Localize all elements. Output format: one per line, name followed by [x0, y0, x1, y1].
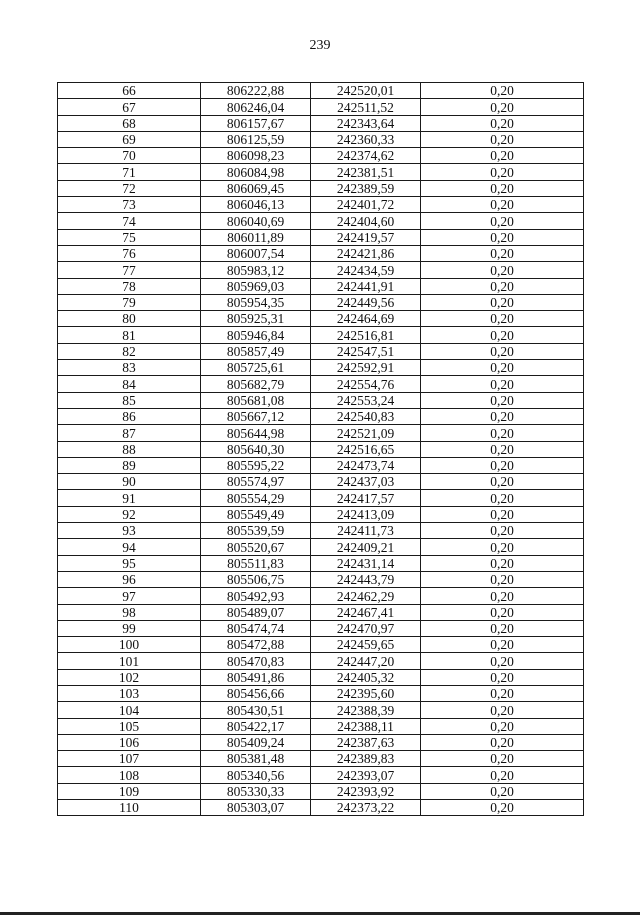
point-number-cell: 93: [58, 523, 201, 539]
point-number-cell: 68: [58, 115, 201, 131]
table-row: [58, 441, 584, 457]
point-number-cell: 106: [58, 734, 201, 750]
accuracy-cell: 0,20: [421, 702, 584, 718]
x-coordinate-cell: 805422,17: [201, 718, 311, 734]
table-row: [58, 653, 584, 669]
table-row: [58, 588, 584, 604]
table-row: [58, 278, 584, 294]
x-coordinate-cell: 805511,83: [201, 555, 311, 571]
point-number-cell: 67: [58, 99, 201, 115]
table-row: [58, 783, 584, 799]
x-coordinate-cell: 805456,66: [201, 685, 311, 701]
y-coordinate-cell: 242437,03: [311, 474, 421, 490]
y-coordinate-cell: 242449,56: [311, 294, 421, 310]
table-row: [58, 213, 584, 229]
point-number-cell: 66: [58, 83, 201, 99]
x-coordinate-cell: 806040,69: [201, 213, 311, 229]
table-row: [58, 457, 584, 473]
accuracy-cell: 0,20: [421, 115, 584, 131]
table-row: [58, 751, 584, 767]
accuracy-cell: 0,20: [421, 767, 584, 783]
y-coordinate-cell: 242441,91: [311, 278, 421, 294]
accuracy-cell: 0,20: [421, 131, 584, 147]
point-number-cell: 77: [58, 262, 201, 278]
accuracy-cell: 0,20: [421, 392, 584, 408]
y-coordinate-cell: 242459,65: [311, 637, 421, 653]
accuracy-cell: 0,20: [421, 262, 584, 278]
accuracy-cell: 0,20: [421, 685, 584, 701]
accuracy-cell: 0,20: [421, 474, 584, 490]
y-coordinate-cell: 242411,73: [311, 523, 421, 539]
point-number-cell: 74: [58, 213, 201, 229]
y-coordinate-cell: 242553,24: [311, 392, 421, 408]
point-number-cell: 82: [58, 343, 201, 359]
point-number-cell: 102: [58, 669, 201, 685]
accuracy-cell: 0,20: [421, 164, 584, 180]
x-coordinate-cell: 805640,30: [201, 441, 311, 457]
y-coordinate-cell: 242467,41: [311, 604, 421, 620]
point-number-cell: 109: [58, 783, 201, 799]
y-coordinate-cell: 242470,97: [311, 620, 421, 636]
accuracy-cell: 0,20: [421, 294, 584, 310]
x-coordinate-cell: 805969,03: [201, 278, 311, 294]
accuracy-cell: 0,20: [421, 653, 584, 669]
y-coordinate-cell: 242511,52: [311, 99, 421, 115]
x-coordinate-cell: 806098,23: [201, 148, 311, 164]
accuracy-cell: 0,20: [421, 637, 584, 653]
point-number-cell: 81: [58, 327, 201, 343]
y-coordinate-cell: 242343,64: [311, 115, 421, 131]
accuracy-cell: 0,20: [421, 718, 584, 734]
x-coordinate-cell: 805303,07: [201, 800, 311, 816]
coordinates-table-container: [57, 82, 583, 816]
y-coordinate-cell: 242393,07: [311, 767, 421, 783]
x-coordinate-cell: 805954,35: [201, 294, 311, 310]
point-number-cell: 99: [58, 620, 201, 636]
table-row: [58, 506, 584, 522]
accuracy-cell: 0,20: [421, 734, 584, 750]
y-coordinate-cell: 242434,59: [311, 262, 421, 278]
table-row: [58, 148, 584, 164]
x-coordinate-cell: 805574,97: [201, 474, 311, 490]
x-coordinate-cell: 805554,29: [201, 490, 311, 506]
accuracy-cell: 0,20: [421, 425, 584, 441]
accuracy-cell: 0,20: [421, 800, 584, 816]
point-number-cell: 100: [58, 637, 201, 653]
page-bottom-rule: [0, 912, 640, 915]
table-row: [58, 376, 584, 392]
x-coordinate-cell: 805430,51: [201, 702, 311, 718]
point-number-cell: 86: [58, 408, 201, 424]
y-coordinate-cell: 242374,62: [311, 148, 421, 164]
accuracy-cell: 0,20: [421, 197, 584, 213]
table-row: [58, 229, 584, 245]
accuracy-cell: 0,20: [421, 751, 584, 767]
point-number-cell: 90: [58, 474, 201, 490]
coordinates-table: [57, 82, 584, 816]
table-row: [58, 685, 584, 701]
y-coordinate-cell: 242516,65: [311, 441, 421, 457]
table-row: [58, 164, 584, 180]
accuracy-cell: 0,20: [421, 441, 584, 457]
point-number-cell: 105: [58, 718, 201, 734]
point-number-cell: 95: [58, 555, 201, 571]
x-coordinate-cell: 805409,24: [201, 734, 311, 750]
table-row: [58, 245, 584, 261]
table-row: [58, 604, 584, 620]
x-coordinate-cell: 805492,93: [201, 588, 311, 604]
table-row: [58, 734, 584, 750]
point-number-cell: 72: [58, 180, 201, 196]
y-coordinate-cell: 242393,92: [311, 783, 421, 799]
accuracy-cell: 0,20: [421, 213, 584, 229]
y-coordinate-cell: 242387,63: [311, 734, 421, 750]
y-coordinate-cell: 242443,79: [311, 571, 421, 587]
table-row: [58, 702, 584, 718]
point-number-cell: 78: [58, 278, 201, 294]
x-coordinate-cell: 806246,04: [201, 99, 311, 115]
table-row: [58, 99, 584, 115]
y-coordinate-cell: 242389,59: [311, 180, 421, 196]
point-number-cell: 98: [58, 604, 201, 620]
point-number-cell: 97: [58, 588, 201, 604]
x-coordinate-cell: 805549,49: [201, 506, 311, 522]
point-number-cell: 92: [58, 506, 201, 522]
point-number-cell: 83: [58, 360, 201, 376]
x-coordinate-cell: 805667,12: [201, 408, 311, 424]
accuracy-cell: 0,20: [421, 588, 584, 604]
point-number-cell: 84: [58, 376, 201, 392]
accuracy-cell: 0,20: [421, 620, 584, 636]
accuracy-cell: 0,20: [421, 555, 584, 571]
y-coordinate-cell: 242404,60: [311, 213, 421, 229]
y-coordinate-cell: 242521,09: [311, 425, 421, 441]
y-coordinate-cell: 242419,57: [311, 229, 421, 245]
x-coordinate-cell: 805489,07: [201, 604, 311, 620]
point-number-cell: 69: [58, 131, 201, 147]
x-coordinate-cell: 805946,84: [201, 327, 311, 343]
x-coordinate-cell: 805983,12: [201, 262, 311, 278]
table-row: [58, 555, 584, 571]
x-coordinate-cell: 805506,75: [201, 571, 311, 587]
table-row: [58, 490, 584, 506]
x-coordinate-cell: 806069,45: [201, 180, 311, 196]
accuracy-cell: 0,20: [421, 360, 584, 376]
point-number-cell: 75: [58, 229, 201, 245]
point-number-cell: 96: [58, 571, 201, 587]
accuracy-cell: 0,20: [421, 229, 584, 245]
accuracy-cell: 0,20: [421, 490, 584, 506]
x-coordinate-cell: 805474,74: [201, 620, 311, 636]
point-number-cell: 91: [58, 490, 201, 506]
point-number-cell: 110: [58, 800, 201, 816]
y-coordinate-cell: 242405,32: [311, 669, 421, 685]
point-number-cell: 104: [58, 702, 201, 718]
coordinates-table-body: [58, 83, 584, 816]
x-coordinate-cell: 805857,49: [201, 343, 311, 359]
table-row: [58, 474, 584, 490]
table-row: [58, 408, 584, 424]
y-coordinate-cell: 242413,09: [311, 506, 421, 522]
y-coordinate-cell: 242462,29: [311, 588, 421, 604]
y-coordinate-cell: 242592,91: [311, 360, 421, 376]
x-coordinate-cell: 805539,59: [201, 523, 311, 539]
x-coordinate-cell: 805470,83: [201, 653, 311, 669]
table-row: [58, 360, 584, 376]
x-coordinate-cell: 805595,22: [201, 457, 311, 473]
point-number-cell: 73: [58, 197, 201, 213]
x-coordinate-cell: 806046,13: [201, 197, 311, 213]
y-coordinate-cell: 242395,60: [311, 685, 421, 701]
accuracy-cell: 0,20: [421, 343, 584, 359]
y-coordinate-cell: 242417,57: [311, 490, 421, 506]
point-number-cell: 94: [58, 539, 201, 555]
table-row: [58, 343, 584, 359]
table-row: [58, 262, 584, 278]
table-row: [58, 327, 584, 343]
table-row: [58, 180, 584, 196]
y-coordinate-cell: 242464,69: [311, 311, 421, 327]
x-coordinate-cell: 806157,67: [201, 115, 311, 131]
x-coordinate-cell: 805725,61: [201, 360, 311, 376]
x-coordinate-cell: 805330,33: [201, 783, 311, 799]
y-coordinate-cell: 242388,11: [311, 718, 421, 734]
x-coordinate-cell: 806007,54: [201, 245, 311, 261]
accuracy-cell: 0,20: [421, 571, 584, 587]
y-coordinate-cell: 242389,83: [311, 751, 421, 767]
y-coordinate-cell: 242421,86: [311, 245, 421, 261]
table-row: [58, 637, 584, 653]
table-row: [58, 197, 584, 213]
point-number-cell: 101: [58, 653, 201, 669]
page-number: 239: [309, 38, 331, 53]
x-coordinate-cell: 806222,88: [201, 83, 311, 99]
accuracy-cell: 0,20: [421, 783, 584, 799]
accuracy-cell: 0,20: [421, 408, 584, 424]
accuracy-cell: 0,20: [421, 180, 584, 196]
x-coordinate-cell: 805682,79: [201, 376, 311, 392]
y-coordinate-cell: 242409,21: [311, 539, 421, 555]
accuracy-cell: 0,20: [421, 83, 584, 99]
table-row: [58, 425, 584, 441]
accuracy-cell: 0,20: [421, 669, 584, 685]
point-number-cell: 88: [58, 441, 201, 457]
point-number-cell: 80: [58, 311, 201, 327]
x-coordinate-cell: 805381,48: [201, 751, 311, 767]
table-row: [58, 800, 584, 816]
accuracy-cell: 0,20: [421, 604, 584, 620]
accuracy-cell: 0,20: [421, 245, 584, 261]
point-number-cell: 108: [58, 767, 201, 783]
table-row: [58, 311, 584, 327]
accuracy-cell: 0,20: [421, 376, 584, 392]
point-number-cell: 103: [58, 685, 201, 701]
accuracy-cell: 0,20: [421, 539, 584, 555]
x-coordinate-cell: 805520,67: [201, 539, 311, 555]
point-number-cell: 70: [58, 148, 201, 164]
accuracy-cell: 0,20: [421, 457, 584, 473]
point-number-cell: 85: [58, 392, 201, 408]
table-row: [58, 539, 584, 555]
table-row: [58, 620, 584, 636]
y-coordinate-cell: 242373,22: [311, 800, 421, 816]
accuracy-cell: 0,20: [421, 278, 584, 294]
point-number-cell: 71: [58, 164, 201, 180]
point-number-cell: 76: [58, 245, 201, 261]
x-coordinate-cell: 805681,08: [201, 392, 311, 408]
table-row: [58, 294, 584, 310]
x-coordinate-cell: 806084,98: [201, 164, 311, 180]
y-coordinate-cell: 242473,74: [311, 457, 421, 473]
y-coordinate-cell: 242516,81: [311, 327, 421, 343]
point-number-cell: 87: [58, 425, 201, 441]
y-coordinate-cell: 242540,83: [311, 408, 421, 424]
y-coordinate-cell: 242381,51: [311, 164, 421, 180]
x-coordinate-cell: 805644,98: [201, 425, 311, 441]
y-coordinate-cell: 242447,20: [311, 653, 421, 669]
y-coordinate-cell: 242388,39: [311, 702, 421, 718]
x-coordinate-cell: 806125,59: [201, 131, 311, 147]
y-coordinate-cell: 242431,14: [311, 555, 421, 571]
y-coordinate-cell: 242520,01: [311, 83, 421, 99]
accuracy-cell: 0,20: [421, 506, 584, 522]
table-row: [58, 83, 584, 99]
table-row: [58, 131, 584, 147]
y-coordinate-cell: 242554,76: [311, 376, 421, 392]
x-coordinate-cell: 805472,88: [201, 637, 311, 653]
table-row: [58, 718, 584, 734]
accuracy-cell: 0,20: [421, 311, 584, 327]
x-coordinate-cell: 805340,56: [201, 767, 311, 783]
accuracy-cell: 0,20: [421, 523, 584, 539]
table-row: [58, 523, 584, 539]
x-coordinate-cell: 805491,86: [201, 669, 311, 685]
y-coordinate-cell: 242547,51: [311, 343, 421, 359]
table-row: [58, 115, 584, 131]
accuracy-cell: 0,20: [421, 327, 584, 343]
x-coordinate-cell: 805925,31: [201, 311, 311, 327]
point-number-cell: 79: [58, 294, 201, 310]
table-row: [58, 392, 584, 408]
table-row: [58, 669, 584, 685]
accuracy-cell: 0,20: [421, 148, 584, 164]
accuracy-cell: 0,20: [421, 99, 584, 115]
point-number-cell: 89: [58, 457, 201, 473]
table-row: [58, 767, 584, 783]
x-coordinate-cell: 806011,89: [201, 229, 311, 245]
table-row: [58, 571, 584, 587]
point-number-cell: 107: [58, 751, 201, 767]
y-coordinate-cell: 242360,33: [311, 131, 421, 147]
y-coordinate-cell: 242401,72: [311, 197, 421, 213]
